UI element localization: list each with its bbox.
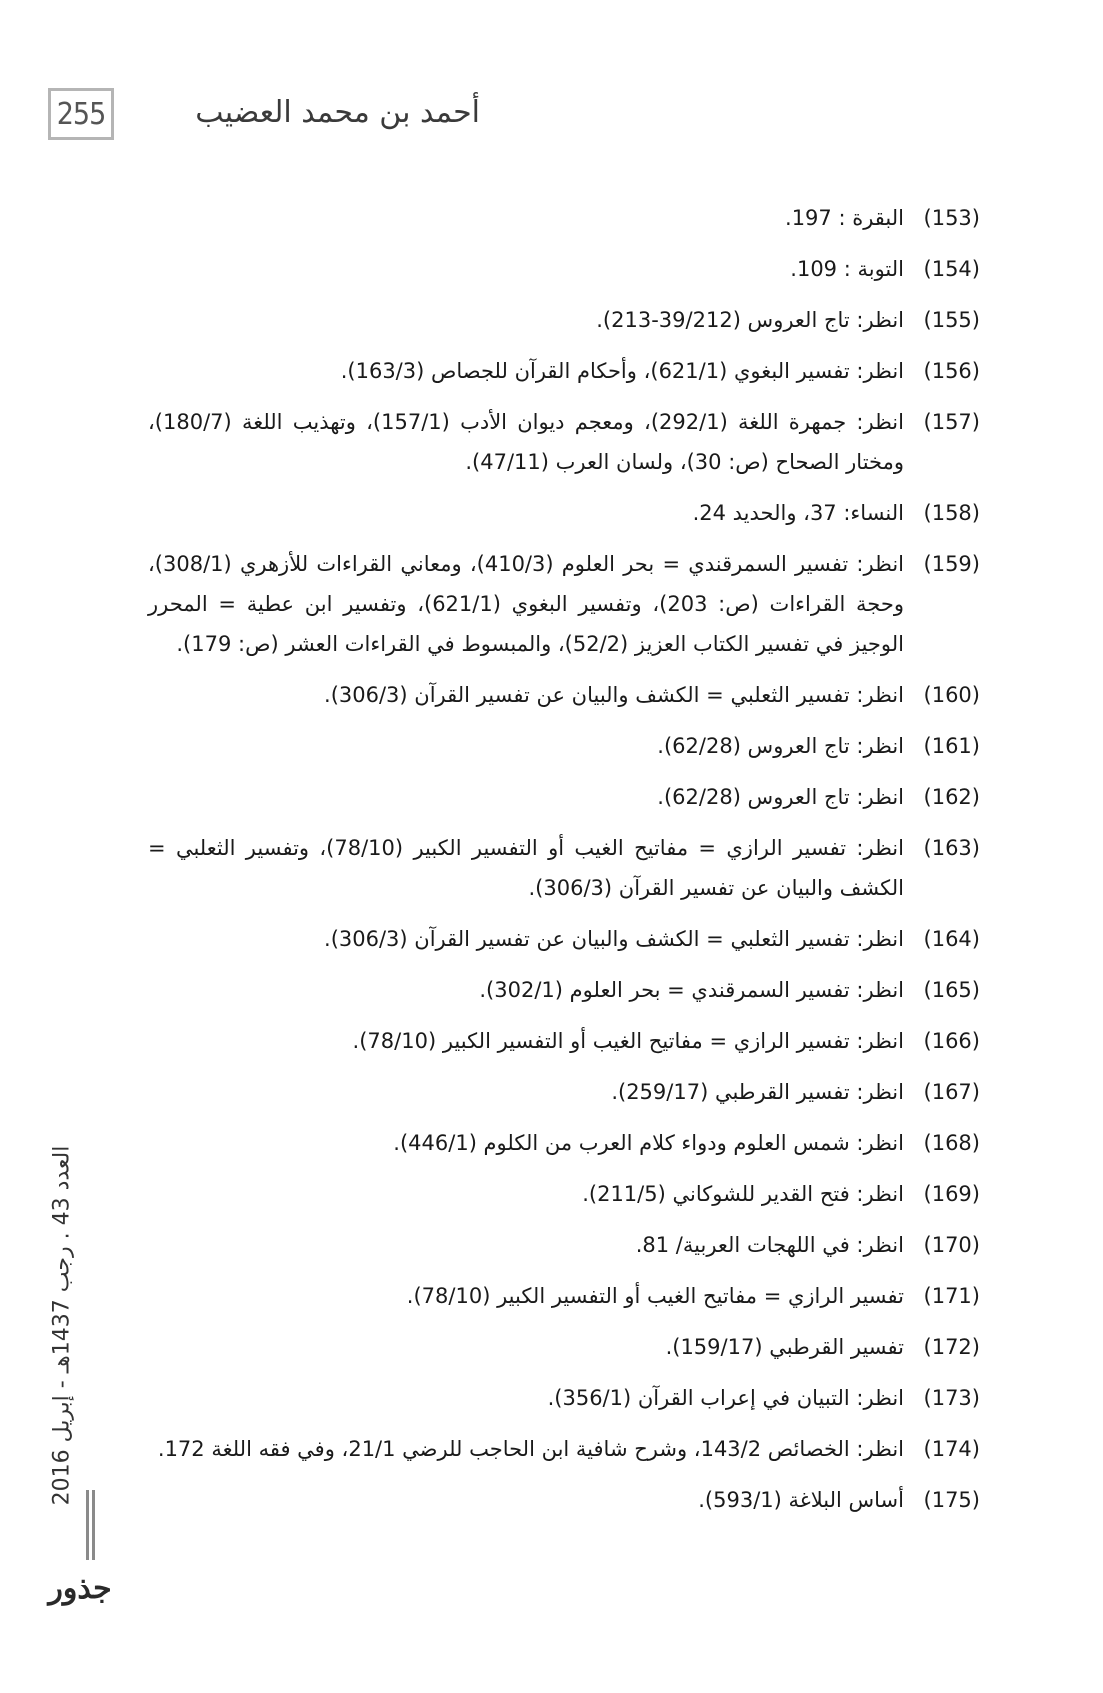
footnote-item [148, 1378, 980, 1418]
footnote-number: (155) [923, 308, 980, 332]
footnote-number: (163) [923, 836, 980, 860]
footnote-text: انظر: تاج العروس (62/28). [657, 785, 904, 809]
footnote-number: (156) [923, 359, 980, 383]
footnote-number: (171) [923, 1284, 980, 1308]
footnote-text: البقرة : 197. [785, 206, 904, 230]
footnote-text: انظر: شمس العلوم ودواء كلام العرب من الكلوم (446/1). [393, 1131, 904, 1155]
footnote-item [148, 970, 980, 1010]
footnote-item [148, 675, 980, 715]
footnote-text: انظر: تفسير السمرقندي = بحر العلوم (302/1). [479, 978, 904, 1002]
footnote-item [148, 1123, 980, 1163]
side-divider-second [92, 1490, 95, 1560]
footnote-text: انظر: الخصائص 143/2، وشرح شافية ابن الحاجب للرضي 21/1، وفي فقه اللغة 172. [157, 1437, 904, 1461]
footnote-text: انظر: تاج العروس (62/28). [657, 734, 904, 758]
footnote-item [148, 402, 980, 482]
footnote-item [148, 198, 980, 238]
footnote-number: (169) [923, 1182, 980, 1206]
footnote-item [148, 300, 980, 340]
footnote-number: (175) [923, 1488, 980, 1512]
footnote-number: (165) [923, 978, 980, 1002]
footnote-item [148, 726, 980, 766]
footnote-text: النساء: 37، والحديد 24. [692, 501, 904, 525]
footnote-number: (172) [923, 1335, 980, 1359]
footnote-item [148, 351, 980, 391]
footnote-text: انظر: تفسير السمرقندي = بحر العلوم (410/3)، ومعاني القراءات للأزهري (308/1)، وحجة القراءات (ص: 203)، وتفسير البغوي (621/1)، وتفسير ابن عطية = المحرر الوجيز في تفسير الكتاب العزيز (52/2)، والمبسوط في القراءات العشر (ص: 179). [148, 552, 904, 656]
footnote-item [148, 1276, 980, 1316]
footnote-number: (159) [923, 552, 980, 576]
page-number: 255 [56, 96, 106, 132]
footnote-number: (173) [923, 1386, 980, 1410]
footnote-number: (168) [923, 1131, 980, 1155]
footnote-text: تفسير الرازي = مفاتيح الغيب أو التفسير الكبير (78/10). [406, 1284, 904, 1308]
issue-line: العدد 43 . رجب 1437هـ - إبريل 2016 [49, 1145, 75, 1505]
footnote-item [148, 828, 980, 908]
footnote-text: التوبة : 109. [790, 257, 904, 281]
footnote-item [148, 544, 980, 664]
footnote-text: انظر: تفسير البغوي (621/1)، وأحكام القرآن للجصاص (163/3). [340, 359, 904, 383]
footnote-number: (164) [923, 927, 980, 951]
footnote-number: (161) [923, 734, 980, 758]
footnote-text: انظر: فتح القدير للشوكاني (211/5). [582, 1182, 904, 1206]
footnote-text: انظر: جمهرة اللغة (292/1)، ومعجم ديوان الأدب (157/1)، وتهذيب اللغة (180/7)، ومختار الصحاح (ص: 30)، ولسان العرب (47/11). [148, 410, 904, 474]
footnote-text: انظر: تفسير الثعلبي = الكشف والبيان عن تفسير القرآن (306/3). [324, 927, 904, 951]
footnote-text: انظر: تفسير الرازي = مفاتيح الغيب أو التفسير الكبير (78/10). [352, 1029, 904, 1053]
footnote-number: (154) [923, 257, 980, 281]
footnote-number: (170) [923, 1233, 980, 1257]
footnote-item [148, 1174, 980, 1214]
footnotes-list [148, 198, 980, 1531]
footnote-text: انظر: تفسير الثعلبي = الكشف والبيان عن تفسير القرآن (306/3). [324, 683, 904, 707]
footnote-text: تفسير القرطبي (159/17). [665, 1335, 904, 1359]
footnote-item [148, 1327, 980, 1367]
footnote-text: أساس البلاغة (593/1). [698, 1488, 904, 1512]
footnote-number: (160) [923, 683, 980, 707]
footnote-item [148, 249, 980, 289]
footnote-number: (153) [923, 206, 980, 230]
side-divider [86, 1490, 89, 1560]
footnote-item [148, 1480, 980, 1520]
footnote-number: (157) [923, 410, 980, 434]
journal-logo: جذور [48, 1571, 112, 1606]
footnote-item [148, 1225, 980, 1265]
footnote-text: انظر: تفسير القرطبي (259/17). [611, 1080, 904, 1104]
footnote-text: انظر: في اللهجات العربية/ 81. [635, 1233, 904, 1257]
footnote-item [148, 493, 980, 533]
footnote-number: (167) [923, 1080, 980, 1104]
footnote-number: (158) [923, 501, 980, 525]
side-issue-label [42, 1130, 82, 1520]
footnote-item [148, 919, 980, 959]
running-head-author: أحمد بن محمد العضيب [195, 95, 480, 130]
page-number-box [48, 88, 114, 140]
footnote-number: (174) [923, 1437, 980, 1461]
footnote-item [148, 777, 980, 817]
footnote-item [148, 1072, 980, 1112]
footnote-item [148, 1021, 980, 1061]
footnote-number: (162) [923, 785, 980, 809]
footnote-text: انظر: التبيان في إعراب القرآن (356/1). [547, 1386, 904, 1410]
footnote-number: (166) [923, 1029, 980, 1053]
footnote-text: انظر: تاج العروس (39/212-213). [596, 308, 904, 332]
footnote-text: انظر: تفسير الرازي = مفاتيح الغيب أو التفسير الكبير (78/10)، وتفسير الثعلبي = الكشف والبيان عن تفسير القرآن (306/3). [148, 836, 904, 900]
footnote-item [148, 1429, 980, 1469]
